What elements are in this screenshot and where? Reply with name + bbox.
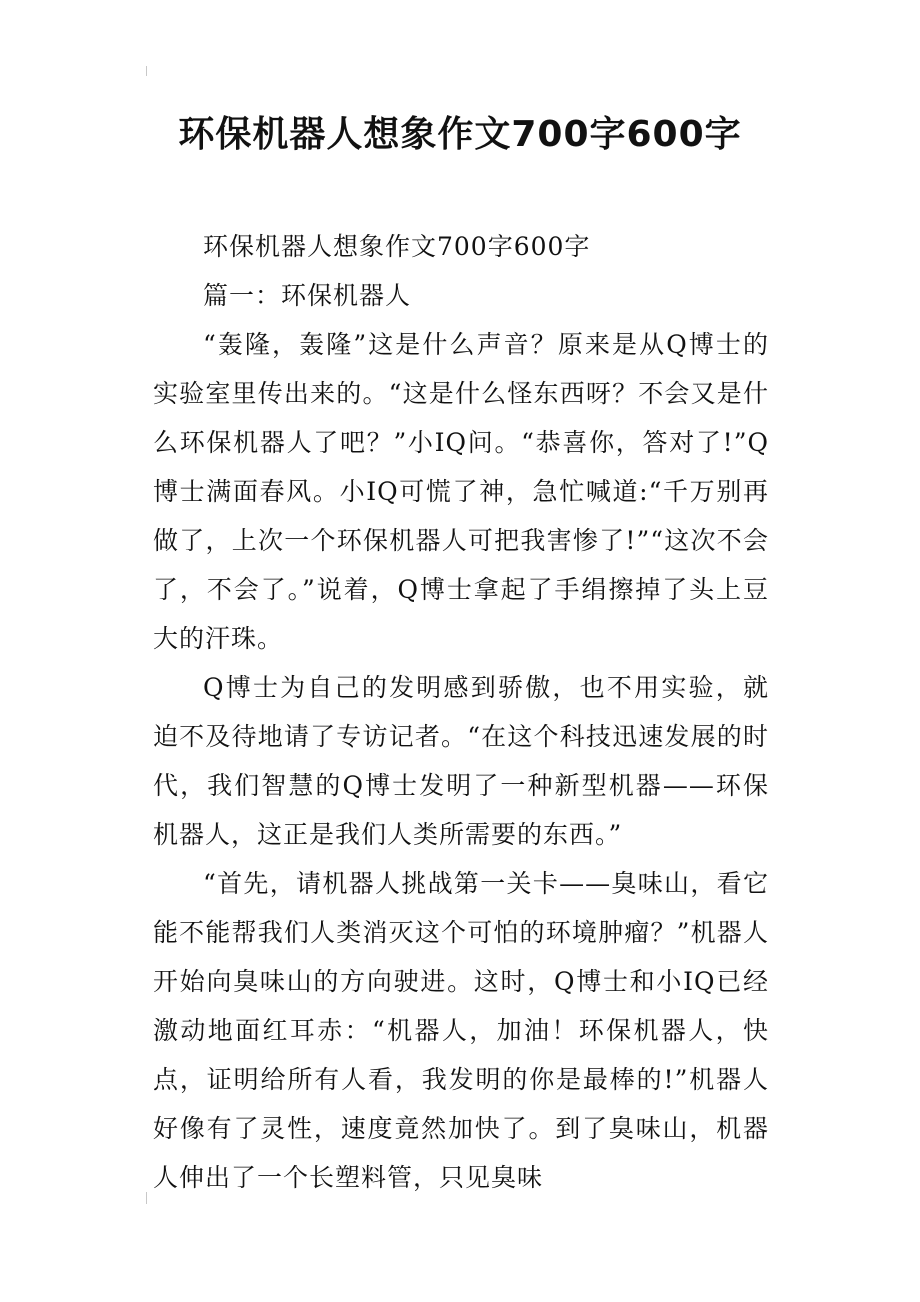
paragraph: “轰隆，轰隆”这是什么声音？原来是从Q博士的实验室里传出来的。“这是什么怪东西呀？不会又是什么环保机器人了吧？”小IQ问。“恭喜你，答对了!”Q博士满面春风。小IQ可慌了神，急忙喊道:“千万别再做了，上次一个环保机器人可把我害惨了!”“这次不会了，不会了。”说着，Q博士拿起了手绢擦掉了头上豆大的汗珠。 — [153, 330, 769, 653]
document-body — [153, 222, 769, 1202]
paragraph-section-heading: 篇一：环保机器人 — [203, 281, 412, 310]
paragraph: “首先，请机器人挑战第一关卡——臭味山，看它能不能帮我们人类消灭这个可怕的环境肿瘤？”机器人开始向臭味山的方向驶进。这时，Q博士和小IQ已经激动地面红耳赤：“机器人，加油！环保机器人，快点，证明给所有人看，我发明的你是最棒的!”机器人好像有了灵性，速度竟然加快了。到了臭味山，机器人伸出了一个长塑料管，只见臭味 — [153, 869, 769, 1192]
page-corner-mark-top — [146, 66, 155, 76]
paragraph: Q博士为自己的发明感到骄傲，也不用实验，就迫不及待地请了专访记者。“在这个科技迅速发展的时代，我们智慧的Q博士发明了一种新型机器——环保机器人，这正是我们人类所需要的东西。” — [153, 673, 769, 849]
paragraph-subtitle: 环保机器人想象作文700字600字 — [203, 232, 591, 261]
document-title: 环保机器人想象作文700字600字 — [178, 114, 742, 155]
